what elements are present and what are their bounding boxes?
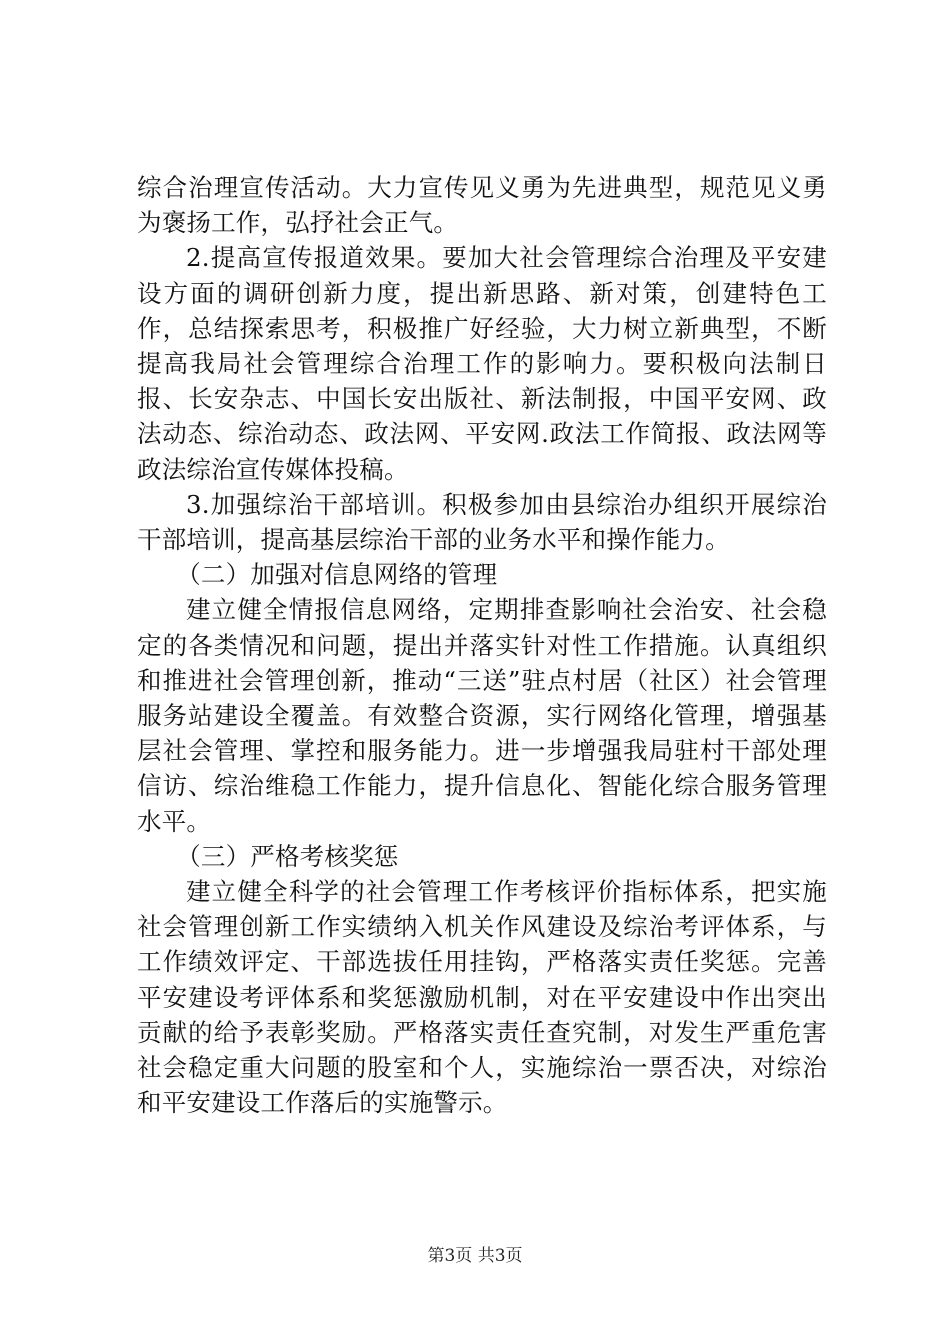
paragraph-continuation: 综合治理宣传活动。大力宣传见义勇为先进典型，规范见义勇为褒扬工作，弘抒社会正气。	[137, 173, 827, 238]
section-heading-2: （二）加强对信息网络的管理	[176, 560, 498, 590]
paragraph-section-3: 建立健全科学的社会管理工作考核评价指标体系，把实施社会管理创新工作实绩纳入机关作风建设及综治考评体系，与工作绩效评定、干部选拔任用挂钩，严格落实责任奖惩。完善平安建设考评体系和奖惩激励机制，对在平安建设中作出突出贡献的给予表彰奖励。严格落实责任查究制，对发生严重危害社会稳定重大问题的股室和个人，实施综治一票否决，对综治和平安建设工作落后的实施警示。	[137, 877, 827, 1118]
paragraph-item-2: 2.提高宣传报道效果。要加大社会管理综合治理及平安建设方面的调研创新力度，提出新思路、新对策，创建特色工作，总结探索思考，积极推广好经验，大力树立新典型，不断提高我局社会管理综合治理工作的影响力。要积极向法制日报、长安杂志、中国长安出版社、新法制报，中国平安网、政法动态、综治动态、政法网、平安网.政法工作简报、政法网等政法综治宣传媒体投稿。	[137, 243, 827, 484]
paragraph-item-3: 3.加强综治干部培训。积极参加由县综治办组织开展综治干部培训，提高基层综治干部的业务水平和操作能力。	[137, 489, 827, 555]
section-heading-3: （三）严格考核奖惩	[176, 841, 399, 871]
paragraph-section-2: 建立健全情报信息网络，定期排查影响社会治安、社会稳定的各类情况和问题，提出并落实针对性工作措施。认真组织和推进社会管理创新，推动“三送”驻点村居（社区）社会管理服务站建设全覆盖。有效整合资源，实行网络化管理，增强基层社会管理、掌控和服务能力。进一步增强我局驻村干部处理信访、综治维稳工作能力，提升信息化、智能化综合服务管理水平。	[137, 595, 827, 836]
page-footer: 第3页 共3页	[427, 1246, 523, 1266]
document-body	[137, 170, 827, 1120]
